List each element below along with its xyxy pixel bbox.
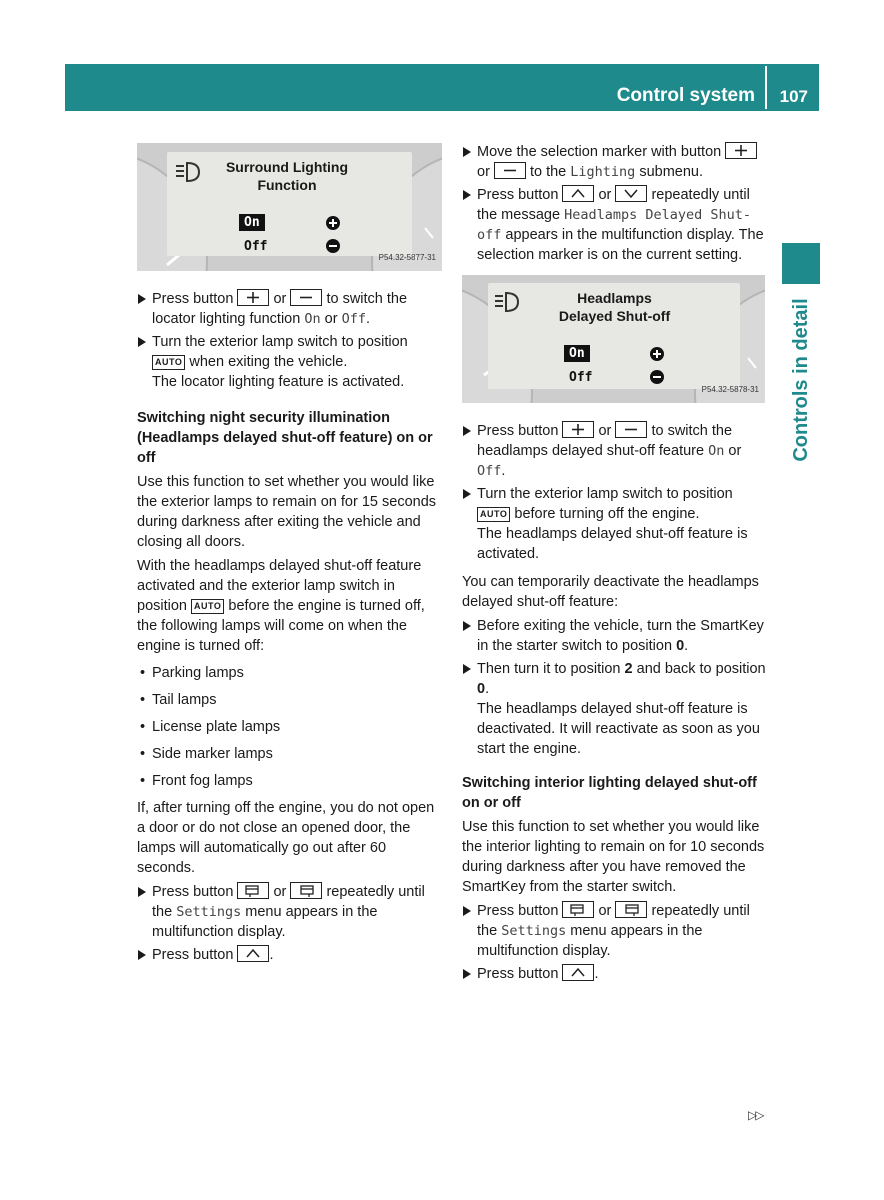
- paragraph-deactivate: You can temporarily deactivate the headlamps delayed shut-off feature:: [462, 574, 759, 610]
- minus-circle-icon: [649, 369, 665, 385]
- chapter-label: Controls in detail: [790, 298, 812, 462]
- display-title-1: Headlamps: [577, 290, 652, 306]
- menu-forward-button-icon: [615, 901, 647, 918]
- plus-button-icon: [725, 142, 757, 159]
- display-title-1: Surround Lighting: [225, 159, 349, 175]
- step-press-up: Press button .: [462, 964, 770, 984]
- figure-code: P54.32-5878-31: [701, 385, 759, 394]
- option-on-selected: On: [564, 345, 590, 362]
- menu-back-button-icon: [562, 901, 594, 918]
- header-divider: [765, 66, 767, 109]
- step-press-up: Press button .: [137, 945, 444, 965]
- minus-button-icon: [290, 289, 322, 306]
- minus-circle-icon: [325, 238, 341, 254]
- plus-circle-icon: [649, 346, 665, 362]
- figure-surround-lighting: [137, 143, 442, 271]
- menu-forward-button-icon: [290, 882, 322, 899]
- left-column: [137, 143, 444, 968]
- headlamp-icon: [492, 289, 522, 315]
- display-title-2: Function: [257, 177, 317, 193]
- up-button-icon: [562, 964, 594, 981]
- step-turn-position: Then turn it to position 2 and back to position 0. The headlamps delayed shut-off feature is deactivated. It will reactivate as soon as you start the engine.: [462, 659, 770, 759]
- list-item: • Tail lamps: [137, 690, 444, 710]
- list-item: • Parking lamps: [137, 663, 444, 683]
- down-button-icon: [615, 185, 647, 202]
- chapter-tab: [782, 243, 820, 284]
- auto-switch-icon: AUTO: [477, 507, 510, 522]
- step-switch-locator: Press button or to switch the locator lighting function On or Off.: [137, 289, 444, 329]
- paragraph-timeout: If, after turning off the engine, you do not open a door or do not close an opened door, the lamps will automatically go out after 60 seconds.: [137, 800, 435, 876]
- step-lamp-switch-auto: Turn the exterior lamp switch to position AUTO before turning off the engine. The headlamps delayed shut-off feature is activated.: [462, 484, 770, 564]
- step-open-settings: Press button or repeatedly until the Settings menu appears in the multifunction display.: [137, 882, 444, 942]
- section-title: Control system: [616, 85, 755, 106]
- up-button-icon: [562, 185, 594, 202]
- page-header: [65, 64, 819, 111]
- section-heading-interior-lighting: Switching interior lighting delayed shut-off on or off: [462, 775, 757, 811]
- list-item: • Side marker lamps: [137, 744, 444, 764]
- paragraph-conditions: With the headlamps delayed shut-off feature activated and the exterior lamp switch in position AUTO before the engine is turned off, the following lamps will come on when the engine is turned off:: [137, 558, 425, 654]
- step-switch-delayed: Press button or to switch the headlamps delayed shut-off feature On or Off.: [462, 421, 770, 481]
- step-open-settings: Press button or repeatedly until the Settings menu appears in the multifunction display.: [462, 901, 770, 961]
- continued-marker: ▷▷: [748, 1108, 763, 1122]
- auto-switch-icon: AUTO: [191, 599, 224, 614]
- plus-button-icon: [562, 421, 594, 438]
- up-button-icon: [237, 945, 269, 962]
- figure-code: P54.32-5877-31: [378, 253, 436, 262]
- menu-back-button-icon: [237, 882, 269, 899]
- lamp-list: [137, 663, 444, 791]
- list-item: • License plate lamps: [137, 717, 444, 737]
- paragraph-intro: Use this function to set whether you would like the exterior lamps to remain on for 15 seconds during darkness after exiting the vehicle and closing all doors.: [137, 474, 437, 550]
- auto-switch-icon: AUTO: [152, 355, 185, 370]
- page-number: 107: [779, 87, 808, 106]
- step-find-message: Press button or repeatedly until the message Headlamps Delayed Shut-off appears in the multifunction display. The selection marker is on the current setting.: [462, 185, 770, 265]
- minus-button-icon: [615, 421, 647, 438]
- section-heading-night-security: Switching night security illumination (Headlamps delayed shut-off feature) on or off: [137, 410, 433, 466]
- step-select-lighting: Move the selection marker with button or to the Lighting submenu.: [462, 142, 770, 182]
- headlamp-icon: [173, 159, 203, 185]
- step-before-exit: Before exiting the vehicle, turn the SmartKey in the starter switch to position 0.: [462, 616, 770, 656]
- right-column: [462, 142, 770, 987]
- step-lamp-switch-auto: Turn the exterior lamp switch to position AUTO when exiting the vehicle. The locator lighting feature is activated.: [137, 332, 444, 392]
- paragraph-interior-intro: Use this function to set whether you would like the interior lighting to remain on for 10 seconds during darkness after you have removed the SmartKey from the starter switch.: [462, 819, 765, 895]
- figure-headlamps-delayed: [462, 275, 765, 403]
- option-on-selected: On: [239, 214, 265, 231]
- minus-button-icon: [494, 162, 526, 179]
- plus-button-icon: [237, 289, 269, 306]
- plus-circle-icon: [325, 215, 341, 231]
- display-title-2: Delayed Shut-off: [558, 308, 671, 324]
- option-off: Off: [569, 370, 593, 385]
- list-item: • Front fog lamps: [137, 771, 444, 791]
- option-off: Off: [244, 239, 268, 254]
